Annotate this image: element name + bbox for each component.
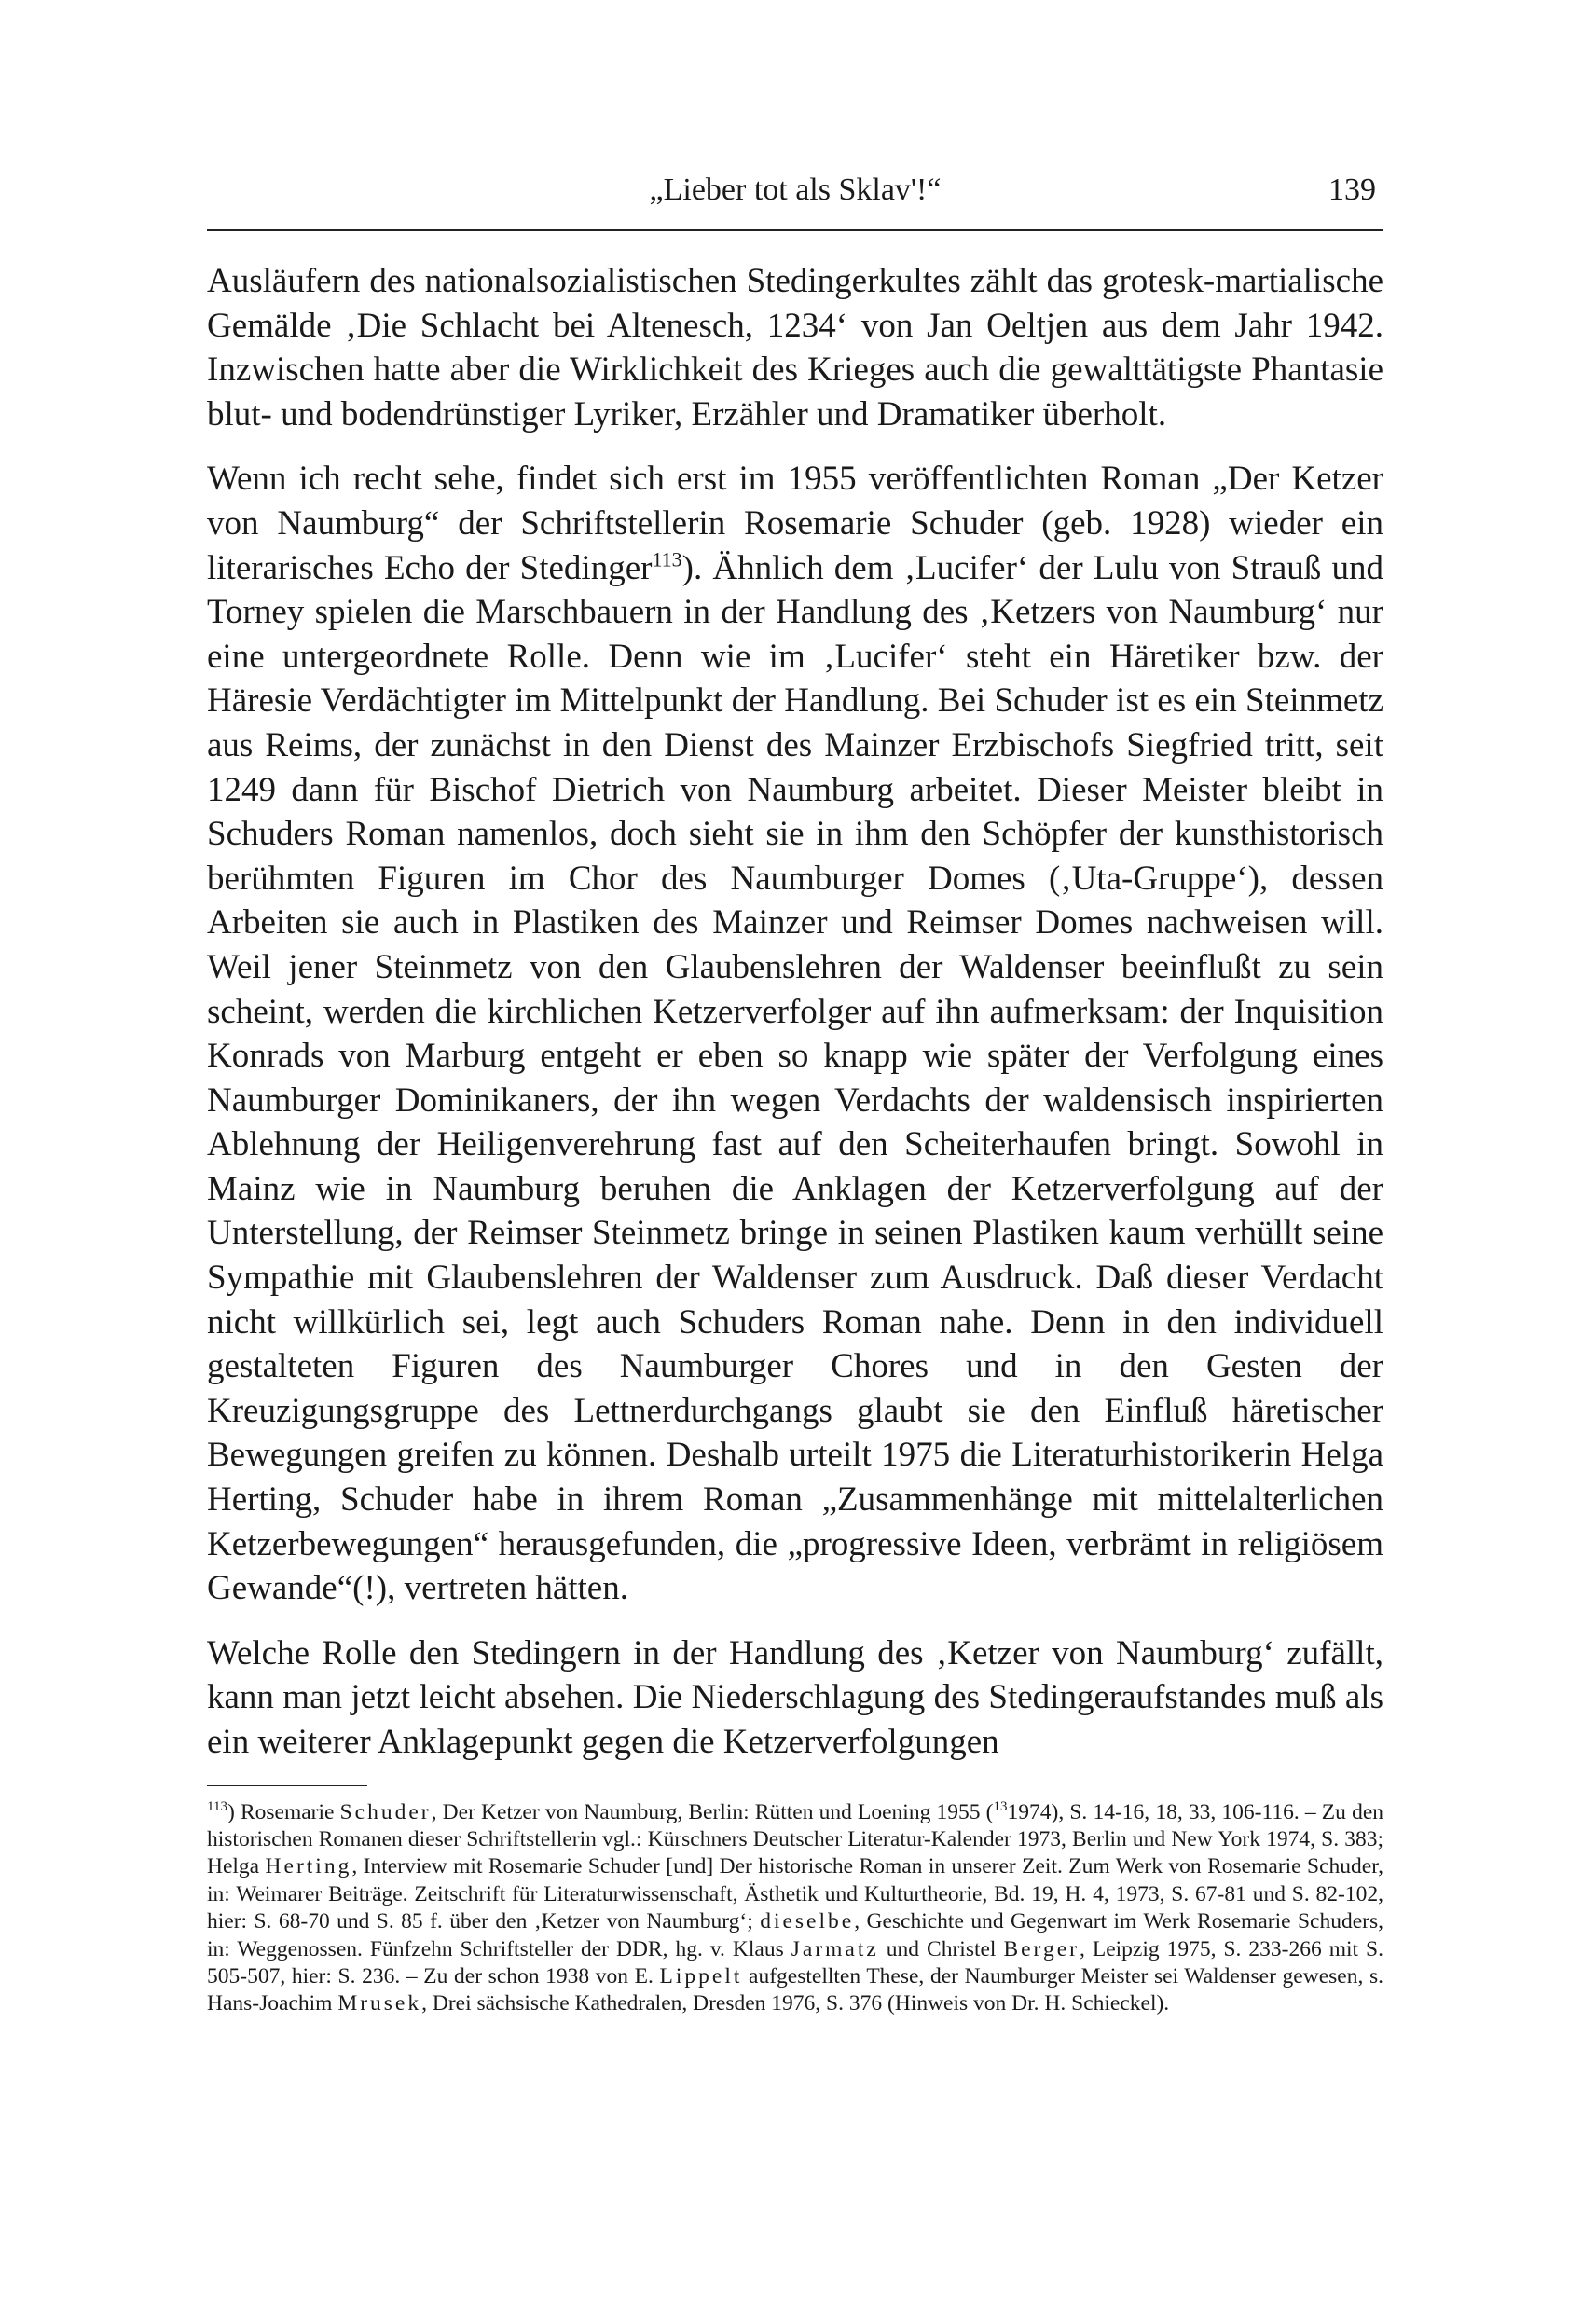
header-rule <box>207 229 1383 231</box>
footnote-author-name: Mrusek <box>337 1991 422 2016</box>
footnote-text: , Geschichte und Gegenwart im Werk Rosemarie Schuders, in: Weggenossen. Fünfzehn Schriftsteller der DDR, hg. v. Klaus <box>207 1909 1383 1961</box>
paragraph-2-part-2: ). Ähnlich dem ‚Lucifer‘ der Lulu von Strauß und Torney spielen die Marschbauern in der Handlung des ‚Ketzers von Naumburg‘ nur eine untergeordnete Rolle. Denn wie im ‚Lucifer‘ steht ein Häretiker bzw. der Häresie Verdächtigter im Mittelpunkt der Handlung. Bei Schuder ist es ein Steinmetz aus Reims, der zunächst in den Dienst des Mainzer Erzbischofs Siegfried tritt, seit 1249 dann für Bischof Dietrich von Naumburg arbeitet. Dieser Meister bleibt in Schuders Roman namenlos, doch sieht sie in ihm den Schöpfer der kunsthistorisch berühmten Figuren im Chor des Naumburger Domes (‚Uta-Gruppe‘), dessen Arbeiten sie auch in Plastiken des Mainzer und Reimser Domes nachweisen will. Weil jener Steinmetz von den Glaubenslehren der Waldenser beeinflußt zu sein scheint, werden die kirchlichen Ketzerverfolger auf ihn aufmerksam: der Inquisition Konrads von Marburg entgeht er eben so knapp wie später der Verfolgung eines Naumburger Dominikaners, der ihn wegen Verdachts der waldensisch inspirierten Ablehnung der Heiligenverehrung fast auf den Scheiterhaufen bringt. Sowohl in Mainz wie in Naumburg beruhen die Anklagen der Ketzerverfolgung auf der Unterstellung, der Reimser Steinmetz bringe in seinen Plastiken kaum verhüllt seine Sympathie mit Glaubenslehren der Waldenser zum Ausdruck. Daß dieser Verdacht nicht willkürlich sei, legt auch Schuders Roman nahe. Denn in den individuell gestalteten Figuren des Naumburger Chores und in den Gesten der Kreuzigungsgruppe des Lettnerdurchgangs glaubt sie den Einfluß häretischer Bewegungen greifen zu können. Deshalb urteilt 1975 die Literaturhistorikerin Helga Herting, Schuder habe in ihrem Roman „Zusammenhänge mit mittelalterlichen Ketzerbewegungen“ herausgefunden, die „progressive Ideen, verbrämt in religiösem Gewande“(!), vertreten hätten. <box>207 548 1383 1608</box>
footnotes <box>207 1799 1383 2018</box>
footnote-text: ) Rosemarie <box>227 1799 340 1824</box>
paragraph-3: Welche Rolle den Stedingern in der Handlung des ‚Ketzer von Naumburg‘ zufällt, kann man jetzt leicht absehen. Die Niederschlagung des Stedingeraufstandes muß als ein weiterer Anklagepunkt gegen die Ketzerverfolgungen <box>207 1633 1383 1761</box>
footnote-reference[interactable]: 113 <box>652 547 682 571</box>
paragraph-1: Ausläufern des nationalsozialistischen Stedingerkultes zählt das grotesk-martialische Gemälde ‚Die Schlacht bei Altenesch, 1234‘ von Jan Oeltjen aus dem Jahr 1942. Inzwischen hatte aber die Wirklichkeit des Krieges auch die gewalttätigste Phantasie blut- und bodendrünstiger Lyriker, Erzähler und Dramatiker überholt. <box>207 262 1383 434</box>
footnote-author-name: Schuder <box>339 1799 432 1824</box>
body-text <box>207 259 1383 1765</box>
page-number: 139 <box>1328 172 1376 207</box>
book-page <box>207 168 1383 2018</box>
footnote-text: , Interview mit Rosemarie Schuder [und] Der historische Roman in unserer Zeit. Zum Werk von Rosemarie Schuder, in: Weimarer Beiträge. Zeitschrift für Literaturwissenschaft, Ästhetik und Kulturtheorie, Bd. 19, H. 4, 1973, S. 67-81 und S. 82-102, hier: S. 68-70 und S. 85 f. über den ‚Ketzer von Naumburg‘; <box>207 1854 1383 1934</box>
running-head <box>207 168 1383 213</box>
footnote-text: , Drei sächsische Kathedralen, Dresden 1976, S. 376 (Hinweis von Dr. H. Schieckel). <box>421 1991 1170 2016</box>
footnote-author-name: Jarmatz <box>791 1936 879 1961</box>
footnote-number: 113 <box>207 1798 227 1814</box>
paragraph-2 <box>207 457 1383 1610</box>
footnote-text: , Der Ketzer von Naumburg, Berlin: Rütten und Loening 1955 ( <box>431 1799 994 1824</box>
footnote-text: und Christel <box>878 1936 1004 1961</box>
footnote-rule <box>207 1785 367 1786</box>
footnote-edition-number: 13 <box>993 1798 1008 1814</box>
paragraph-2-part-1: Wenn ich recht sehe, findet sich erst im 1955 veröffentlichten Roman „Der Ketzer von Naumburg“ der Schriftstellerin Rosemarie Schuder (geb. 1928) wieder ein literarisches Echo der Stedinger <box>207 460 1383 587</box>
footnote-text: aufgestellten These, der Naumburger Meister sei Waldenser gewesen, s. Hans-Joachim <box>207 1964 1383 2016</box>
footnote-text: , Leipzig 1975, S. 233-266 mit S. 505-507, hier: S. 236. – Zu der schon 1938 von E. <box>207 1936 1383 1989</box>
footnote-author-name: Berger <box>1003 1936 1080 1961</box>
footnote-text: 1974), S. 14-16, 18, 33, 106-116. – Zu den historischen Romanen dieser Schriftstellerin vgl.: Kürschners Deutscher Literatur-Kalender 1973, Berlin und New York 1974, S. 383; Helga <box>207 1799 1384 1879</box>
running-title: „Lieber tot als Sklav'!“ <box>649 172 942 207</box>
footnote-author-name: dieselbe <box>760 1909 855 1934</box>
footnote-author-name: Lippelt <box>659 1964 743 1989</box>
footnote-113 <box>207 1799 1383 2018</box>
footnote-author-name: Herting <box>265 1854 352 1879</box>
